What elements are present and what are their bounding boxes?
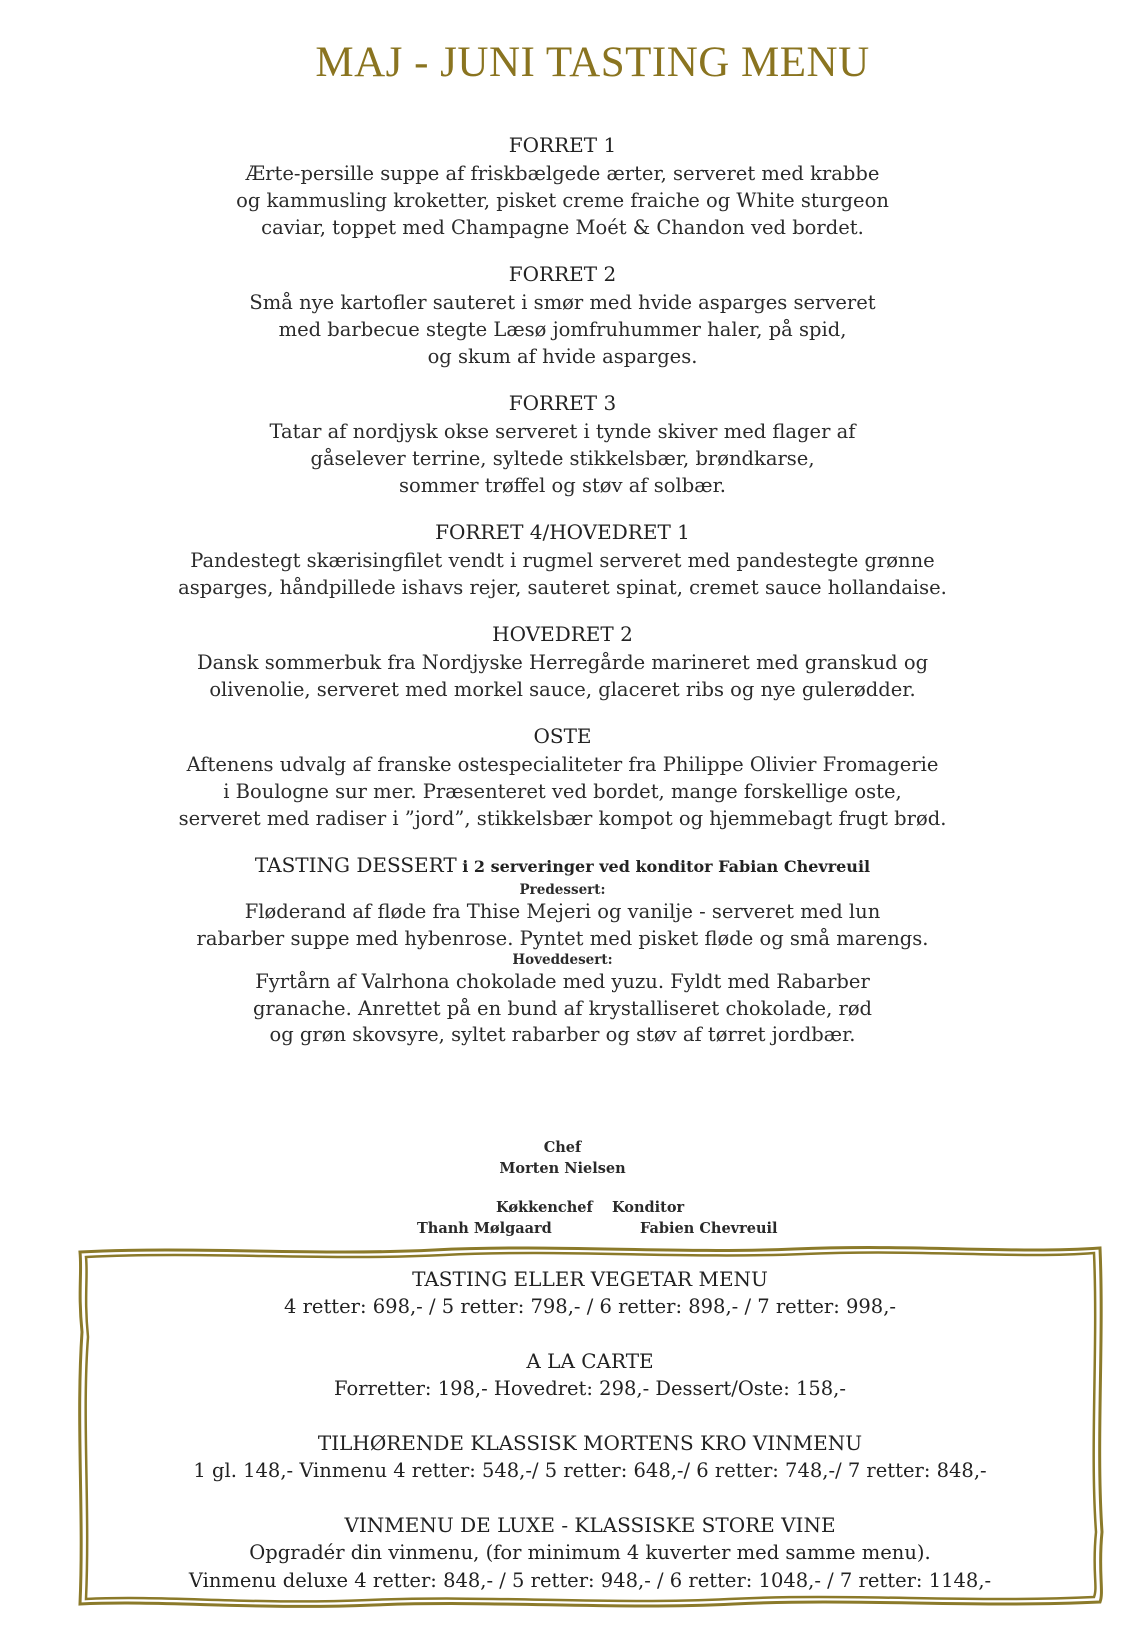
price-line: Opgradér din vinmenu, (for minimum 4 kuverter med samme menu). <box>249 1541 931 1564</box>
course-heading: FORRET 2 <box>508 262 617 286</box>
pastry-chef-name: Fabien Chevreuil <box>640 1220 778 1237</box>
course-heading: HOVEDRET 2 <box>492 622 633 646</box>
course-line: Fyrtårn af Valrhona chokolade med yuzu. Fyldt med Rabarber <box>255 970 870 993</box>
price-block-a-la-carte <box>80 1347 1100 1403</box>
course-forret-1 <box>0 132 1125 241</box>
course-line: asparges, håndpillede ishavs rejer, sauteret spinat, cremet sauce hollandaise. <box>178 576 947 599</box>
course-line: og grøn skovsyre, syltet rabarber og støv af tørret jordbær. <box>269 1023 856 1046</box>
price-line: 1 gl. 148,- Vinmenu 4 retter: 548,-/ 5 retter: 648,-/ 6 retter: 748,-/ 7 retter: 848,- <box>193 1459 987 1482</box>
course-line: Dansk sommerbuk fra Nordjyske Herregårde marineret med granskud og <box>196 651 929 674</box>
chef-title: Chef <box>543 1139 582 1156</box>
course-heading: FORRET 3 <box>508 391 617 415</box>
course-hovedret-2 <box>0 621 1125 703</box>
course-forret-3 <box>0 390 1125 499</box>
course-line: serveret med radiser i ”jord”, stikkelsbær kompot og hjemmebagt frugt brød. <box>178 807 947 830</box>
course-heading: FORRET 4/HOVEDRET 1 <box>435 520 690 544</box>
course-heading <box>0 852 1125 880</box>
course-line: olivenolie, serveret med morkel sauce, glaceret ribs og nye gulerødder. <box>209 678 916 701</box>
menu-courses <box>0 132 1125 1069</box>
course-line: rabarber suppe med hybenrose. Pyntet med pisket fløde og små marengs. <box>196 926 929 950</box>
course-line: Fløderand af fløde fra Thise Mejeri og vanilje - serveret med lun <box>244 900 881 923</box>
price-box <box>80 1250 1100 1602</box>
course-line: i Boulogne sur mer. Præsenteret ved bordet, mange forskellige oste, <box>223 780 902 803</box>
course-oste <box>0 723 1125 832</box>
course-line: Pandestegt skærisingfilet vendt i rugmel serveret med pandestegte grønne <box>190 549 935 572</box>
staff-credits <box>0 1137 1125 1237</box>
price-list <box>80 1265 1100 1621</box>
course-line: caviar, toppet med Champagne Moét & Chandon ved bordet. <box>261 216 864 239</box>
price-heading: VINMENU DE LUXE - KLASSISKE STORE VINE <box>344 1513 836 1537</box>
course-line: sommer trøffel og støv af solbær. <box>399 474 726 497</box>
course-forret-2 <box>0 261 1125 370</box>
course-forret-4-hovedret-1 <box>0 519 1125 601</box>
price-heading: TILHØRENDE KLASSISK MORTENS KRO VINMENU <box>317 1431 863 1455</box>
price-block-vinmenu <box>80 1429 1100 1485</box>
kitchen-chef-name: Thanh Mølgaard <box>417 1220 552 1237</box>
pastry-chef-title: Konditor <box>612 1199 685 1216</box>
hoveddesert-label: Hoveddesert: <box>512 952 613 968</box>
course-line: Tatar af nordjysk okse serveret i tynde skiver med flager af <box>269 420 856 443</box>
course-line: og kammusling kroketter, pisket creme fraiche og White sturgeon <box>236 189 889 212</box>
course-heading: FORRET 1 <box>508 133 617 157</box>
price-heading: TASTING ELLER VEGETAR MENU <box>412 1267 768 1291</box>
dessert-heading-note: i 2 serveringer ved konditor Fabian Chevreuil <box>456 857 871 876</box>
course-line: Små nye kartofler sauteret i smør med hvide asparges serveret <box>249 291 876 314</box>
course-line: og skum af hvide asparges. <box>427 345 698 368</box>
course-line: med barbecue stegte Læsø jomfruhummer haler, på spid, <box>278 318 847 341</box>
price-line: Forretter: 198,- Hovedret: 298,- Dessert/Oste: 158,- <box>334 1377 846 1400</box>
price-block-vinmenu-deluxe <box>80 1511 1100 1595</box>
chef-name: Morten Nielsen <box>499 1160 626 1177</box>
kitchen-chef-title: Køkkenchef <box>496 1199 593 1216</box>
price-line: 4 retter: 698,- / 5 retter: 798,- / 6 retter: 898,- / 7 retter: 998,- <box>283 1295 896 1318</box>
course-line: Ærte-persille suppe af friskbælgede ærter, serveret med krabbe <box>245 162 880 185</box>
price-block-tasting <box>80 1265 1100 1321</box>
price-heading: A LA CARTE <box>526 1349 654 1373</box>
course-line: Aftenens udvalg af franske ostespecialiteter fra Philippe Olivier Fromagerie <box>186 753 939 776</box>
course-tasting-dessert <box>0 852 1125 1049</box>
price-line: Vinmenu deluxe 4 retter: 848,- / 5 retter: 948,- / 6 retter: 1048,- / 7 retter: 1148,- <box>188 1569 992 1592</box>
course-line: gåselever terrine, syltede stikkelsbær, brøndkarse, <box>310 447 815 470</box>
course-line: granache. Anrettet på en bund af krystalliseret chokolade, rød <box>252 996 873 1020</box>
dessert-heading: TASTING DESSERT <box>254 853 457 877</box>
course-heading: OSTE <box>533 724 592 748</box>
page-title: MAJ - JUNI TASTING MENU <box>315 39 870 86</box>
predessert-label: Predessert: <box>519 882 606 898</box>
